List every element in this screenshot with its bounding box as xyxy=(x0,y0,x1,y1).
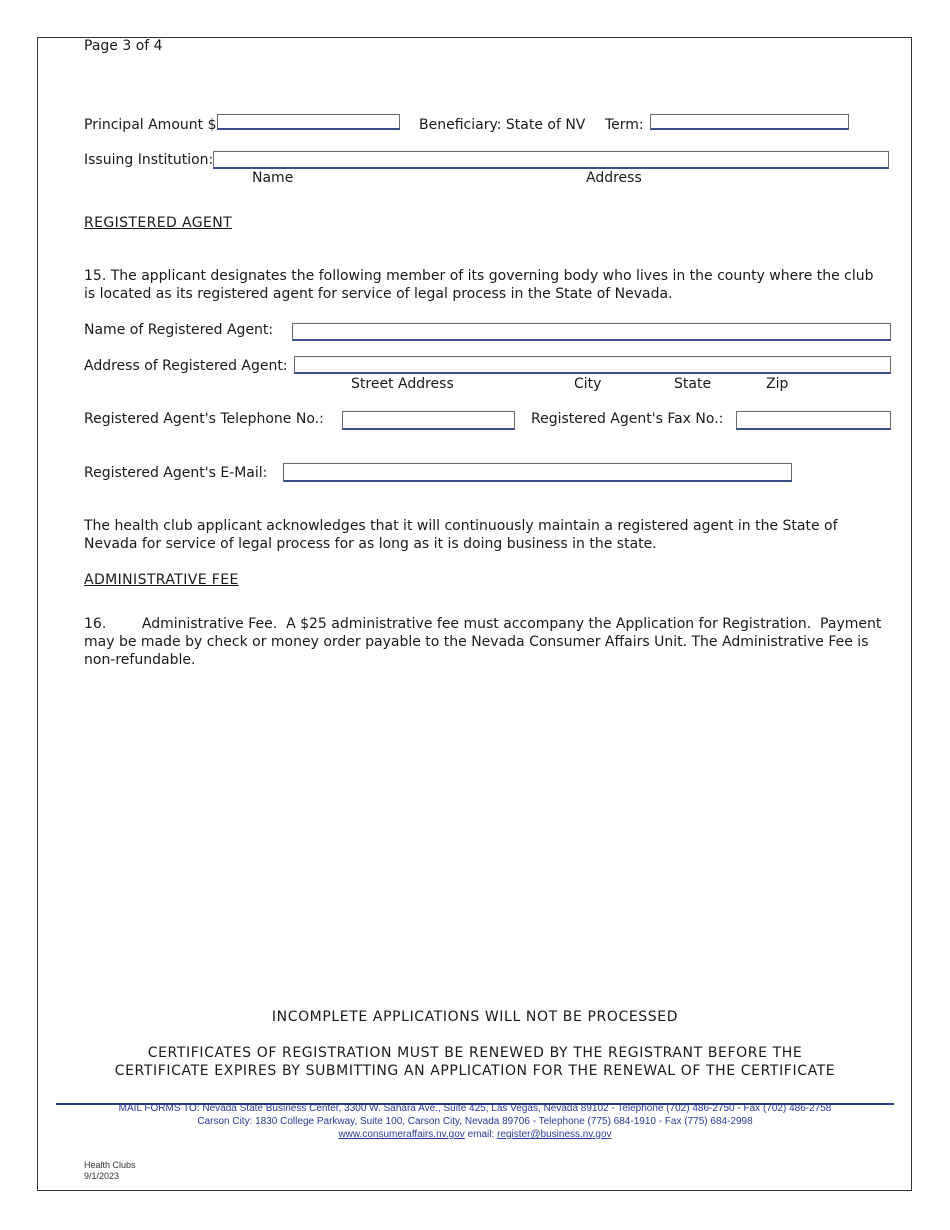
issuing-institution-label: Issuing Institution: xyxy=(84,152,214,168)
agent-name-label: Name of Registered Agent: xyxy=(84,322,274,338)
principal-amount-field[interactable] xyxy=(217,114,400,130)
item-16-line-2: may be made by check or money order payable to the Nevada Consumer Affairs Unit. The Administrative Fee is xyxy=(84,634,869,650)
issuing-address-caption: Address xyxy=(586,170,642,186)
item-15-line-1: 15. The applicant designates the following member of its governing body who lives in the county where the club xyxy=(84,268,874,284)
acknowledgement-line-2: Nevada for service of legal process for as long as it is doing business in the state. xyxy=(84,536,657,552)
item-15-line-2: is located as its registered agent for service of legal process in the State of Nevada. xyxy=(84,286,673,302)
item-16-line-1: 16. Administrative Fee. A $25 administrative fee must accompany the Application for Registration. Payment xyxy=(84,616,882,632)
footer-contact xyxy=(0,1128,950,1141)
footer-mail-forms: MAIL FORMS TO: Nevada State Business Center, 3300 W. Sahara Ave., Suite 425, Las Vegas, Nevada 89102 - Telephone (702) 486-2750 - Fax (702) 486-2758 xyxy=(118,1103,832,1114)
issuing-name-caption: Name xyxy=(252,170,294,186)
carson-city-label: Carson City: xyxy=(197,1116,253,1127)
agent-telephone-field[interactable] xyxy=(342,411,515,430)
agent-email-label: Registered Agent's E-Mail: xyxy=(84,465,268,481)
incomplete-notice: INCOMPLETE APPLICATIONS WILL NOT BE PROCESSED xyxy=(271,1009,679,1025)
principal-amount-label: Principal Amount $ xyxy=(84,117,217,133)
beneficiary-label: Beneficiary: State of NV xyxy=(419,117,586,133)
item-16-line-3: non-refundable. xyxy=(84,652,196,668)
carson-city-address: 1830 College Parkway, Suite 100, Carson City, Nevada 89706 - Telephone (775) 684-1910 - Fax (775) 684-2998 xyxy=(255,1116,753,1127)
city-caption: City xyxy=(574,376,602,392)
website-link[interactable]: www.consumeraffairs.nv.gov xyxy=(338,1129,465,1140)
agent-fax-label: Registered Agent's Fax No.: xyxy=(531,411,724,427)
agent-fax-field[interactable] xyxy=(736,411,891,430)
administrative-fee-heading: ADMINISTRATIVE FEE xyxy=(84,572,239,588)
zip-caption: Zip xyxy=(766,376,789,392)
state-caption: State xyxy=(674,376,712,392)
email-link[interactable]: register@business.nv.gov xyxy=(497,1129,612,1140)
footer-carson-city xyxy=(0,1115,950,1128)
renewal-notice-line-2: CERTIFICATE EXPIRES BY SUBMITTING AN APPLICATION FOR THE RENEWAL OF THE CERTIFICATE xyxy=(114,1063,836,1079)
agent-telephone-label: Registered Agent's Telephone No.: xyxy=(84,411,324,427)
term-field[interactable] xyxy=(650,114,849,130)
agent-address-field[interactable] xyxy=(294,356,891,374)
form-date: 9/1/2023 xyxy=(84,1171,120,1181)
agent-address-label: Address of Registered Agent: xyxy=(84,358,288,374)
acknowledgement-line-1: The health club applicant acknowledges that it will continuously maintain a registered agent in the State of xyxy=(84,518,838,534)
registered-agent-heading: REGISTERED AGENT xyxy=(84,215,233,231)
agent-name-field[interactable] xyxy=(292,323,891,341)
street-address-caption: Street Address xyxy=(351,376,454,392)
page-number: Page 3 of 4 xyxy=(84,38,163,54)
email-label: email: xyxy=(467,1129,495,1140)
renewal-notice-line-1: CERTIFICATES OF REGISTRATION MUST BE RENEWED BY THE REGISTRANT BEFORE THE xyxy=(147,1045,803,1061)
agent-email-field[interactable] xyxy=(283,463,792,482)
term-label: Term: xyxy=(605,117,644,133)
issuing-institution-field[interactable] xyxy=(213,151,889,169)
form-name: Health Clubs xyxy=(84,1160,136,1170)
